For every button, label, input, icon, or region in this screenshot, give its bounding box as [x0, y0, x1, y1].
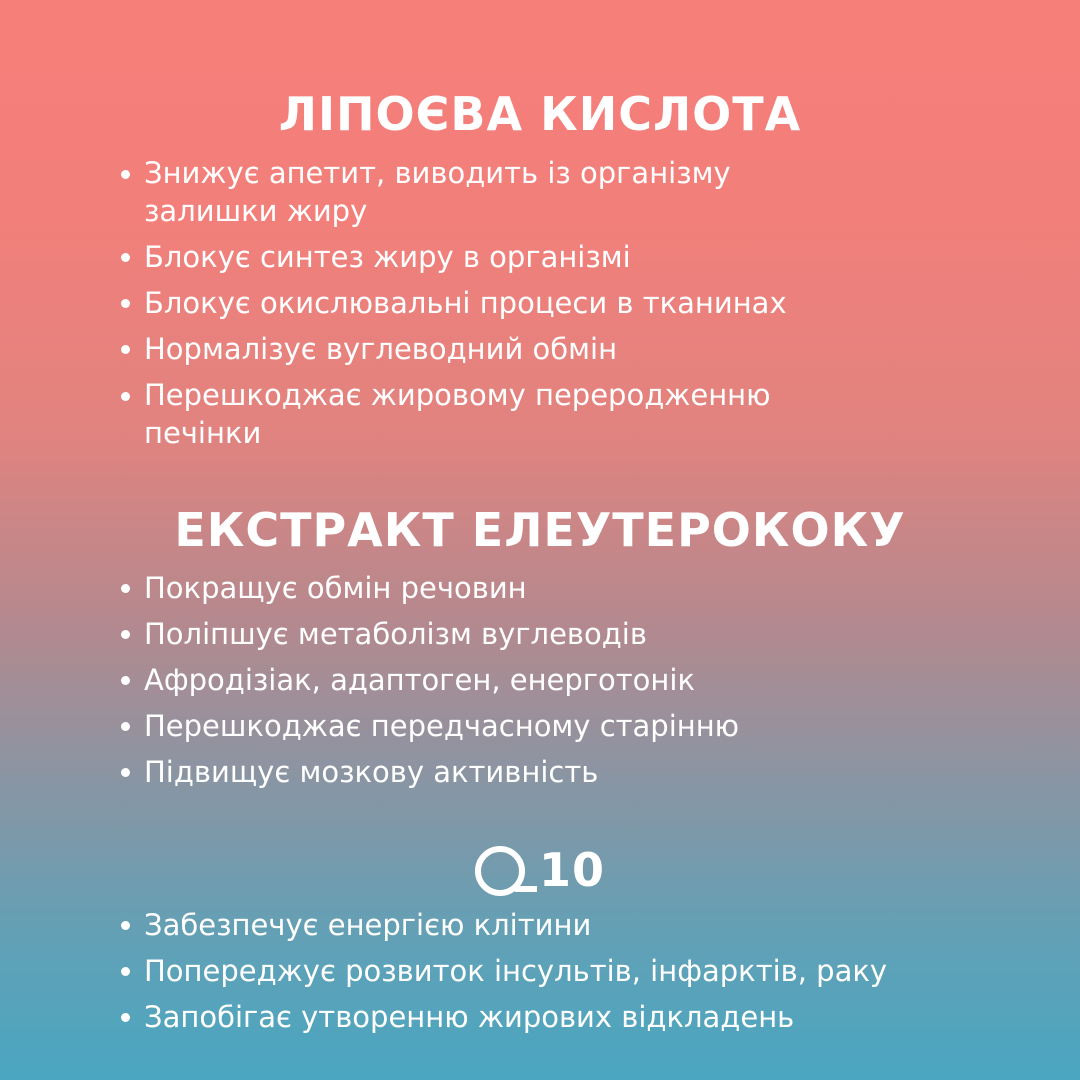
section-eleutherococcus	[0, 502, 1080, 558]
bullet-icon	[121, 921, 130, 930]
bullet-icon	[121, 722, 130, 731]
section-title: ЕКСТРАКТ ЕЛЕУТЕРОКОКУ	[174, 503, 906, 557]
list-item	[118, 948, 1018, 994]
list-item	[118, 372, 1018, 456]
list-item	[118, 234, 1018, 280]
benefit-list-lipoic-acid	[118, 150, 1018, 456]
list-item-text: Блокує окислювальні процеси в тканинах	[144, 286, 787, 320]
bullet-icon	[121, 253, 130, 262]
list-item-text: Блокує синтез жиру в організмі	[144, 240, 631, 274]
list-item-text: Попереджує розвиток інсультів, інфарктів, раку	[144, 954, 888, 988]
benefit-list-q10	[118, 902, 1018, 1040]
list-item-text: Підвищує мозкову активність	[144, 755, 599, 789]
list-item	[118, 280, 1018, 326]
list-item-text: Афродізіак, адаптоген, енерготонік	[144, 663, 695, 697]
bullet-icon	[121, 676, 130, 685]
bullet-icon	[121, 1013, 130, 1022]
list-item	[118, 150, 1018, 234]
section-q10	[0, 842, 1080, 898]
list-item	[118, 994, 1018, 1040]
list-item-text: Забезпечує енергією клітини	[144, 908, 592, 942]
bullet-icon	[121, 345, 130, 354]
bullet-icon	[121, 170, 130, 179]
section-title	[0, 842, 1080, 898]
section-title-number: 10	[538, 843, 605, 897]
bullet-icon	[121, 768, 130, 777]
section-lipoic-acid	[0, 86, 1080, 142]
list-item	[118, 611, 1018, 657]
list-item-text: Знижує апетит, виводить із організму залишки жиру	[144, 156, 731, 228]
bullet-icon	[121, 967, 130, 976]
bullet-icon	[121, 299, 130, 308]
list-item	[118, 703, 1018, 749]
list-item-text: Запобігає утворенню жирових відкладень	[144, 1000, 795, 1034]
list-item-text: Поліпшує метаболізм вуглеводів	[144, 617, 647, 651]
list-item	[118, 326, 1018, 372]
bullet-icon	[121, 584, 130, 593]
list-item	[118, 565, 1018, 611]
benefit-list-eleutherococcus	[118, 565, 1018, 795]
list-item	[118, 902, 1018, 948]
list-item-text: Перешкоджає жировому переродженню печінки	[144, 378, 771, 450]
section-title: ЛІПОЄВА КИСЛОТА	[278, 87, 802, 141]
list-item	[118, 749, 1018, 795]
bullet-icon	[121, 392, 130, 401]
list-item-text: Покращує обмін речовин	[144, 571, 527, 605]
q-letter-icon	[475, 846, 525, 896]
list-item-text: Перешкоджає передчасному старінню	[144, 709, 740, 743]
list-item-text: Нормалізує вуглеводний обмін	[144, 332, 618, 366]
list-item	[118, 657, 1018, 703]
bullet-icon	[121, 630, 130, 639]
